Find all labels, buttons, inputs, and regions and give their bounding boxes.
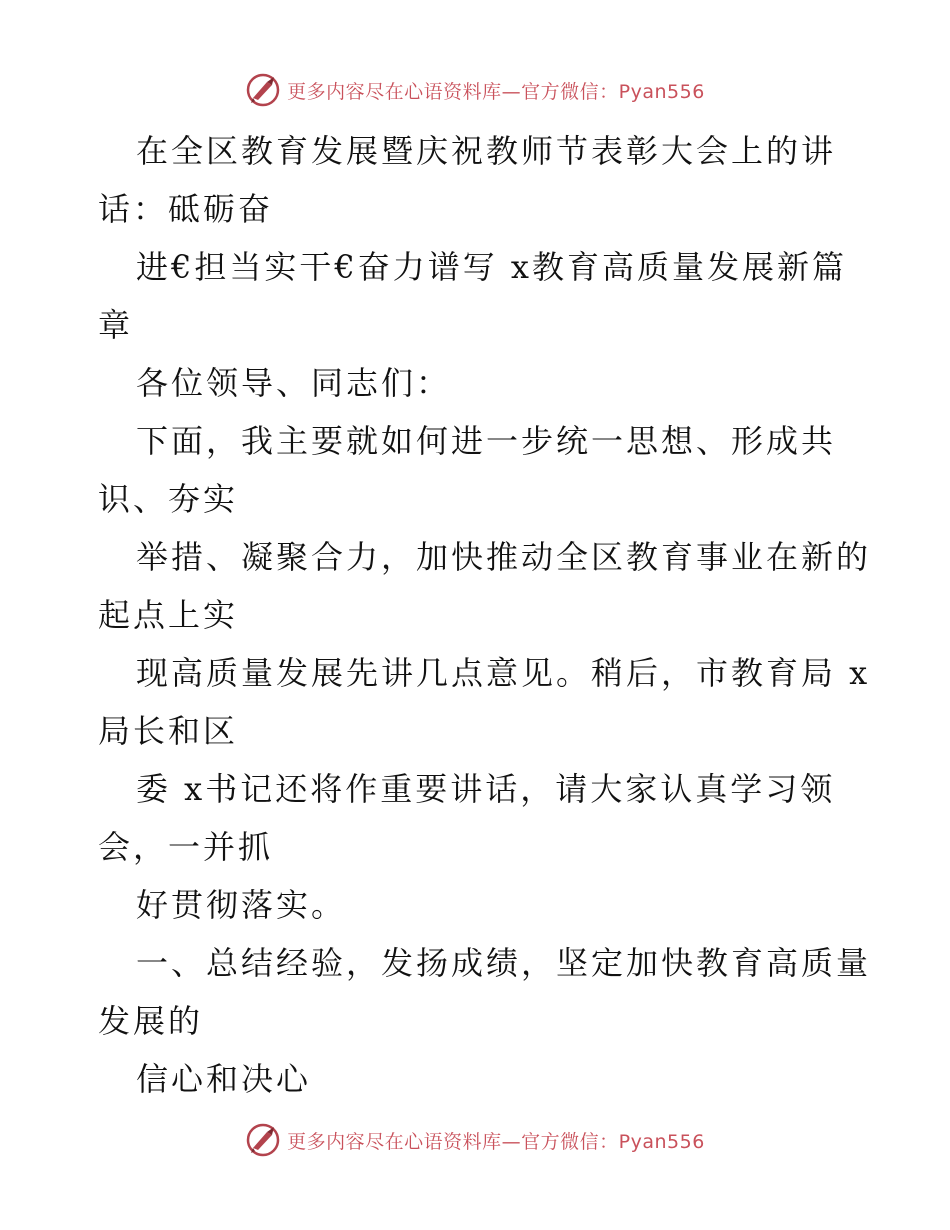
footer-banner-text: 更多内容尽在心语资料库—官方微信：Pyan556 [287, 1130, 705, 1153]
text-line: 好贯彻落实。 [136, 886, 347, 924]
text-line: 信心和决心 [136, 1060, 312, 1098]
speech-body [98, 122, 872, 1108]
text-line: 识、夯实 [98, 480, 239, 518]
text-line: 各位领导、同志们： [136, 364, 452, 402]
footer-banner [0, 1120, 950, 1160]
text-line: 下面，我主要就如何进一步统一思想、形成共 [136, 422, 837, 460]
text-line: 起点上实 [98, 596, 239, 634]
text-line: 局长和区 [98, 712, 239, 750]
text-line: 举措、凝聚合力，加快推动全区教育事业在新的 [136, 538, 872, 576]
quill-pen-icon [245, 72, 281, 108]
text-line: 一、总结经验，发扬成绩，坚定加快教育高质量 [136, 944, 872, 982]
text-line: 委 x书记还将作重要讲话，请大家认真学习领 [136, 770, 836, 808]
text-line: 发展的 [98, 1002, 204, 1040]
text-line: 章 [98, 306, 134, 344]
text-line: 进€担当实干€奋力谱写 x教育高质量发展新篇 [136, 248, 847, 286]
header-banner-text: 更多内容尽在心语资料库—官方微信：Pyan556 [287, 80, 705, 103]
text-line: 话：砥砺奋 [98, 190, 274, 228]
text-line: 在全区教育发展暨庆祝教师节表彰大会上的讲 [136, 132, 837, 170]
text-line: 现高质量发展先讲几点意见。稍后，市教育局 x [136, 654, 871, 692]
text-line: 会，一并抓 [98, 828, 274, 866]
header-banner [0, 70, 950, 110]
quill-pen-icon [245, 1122, 281, 1158]
